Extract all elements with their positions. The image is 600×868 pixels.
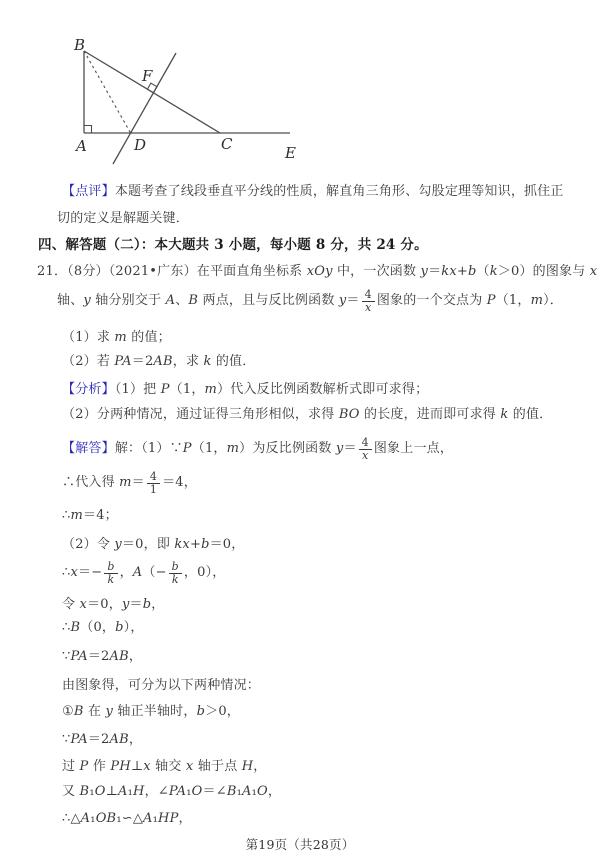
solution-step: 过 P 作 PH⊥x 轴交 x 轴于点 H， xyxy=(62,759,267,774)
solution-line-2-post: ＝4， xyxy=(162,475,197,490)
solution-line-5-pre: ∴x＝− xyxy=(62,565,103,580)
fraction-denominator: k xyxy=(171,572,179,586)
solution-step-case-1: ①B 在 y 轴正半轴时，b＞0， xyxy=(62,704,240,719)
fraction-4-over-x xyxy=(362,289,375,314)
problem-line-1: 21．（8分）（2021•广东）在平面直角坐标系 xOy 中，一次函数 y＝kx+b（k＞0）的图象与 x xyxy=(37,264,598,279)
solution-line-5-post: ，0）， xyxy=(183,565,226,580)
figure-label-B: B xyxy=(74,36,86,54)
fraction-b-over-k xyxy=(169,561,182,586)
fraction-4-over-x xyxy=(359,437,372,462)
page-number-footer: 第19页（共28页） xyxy=(245,837,355,852)
analysis-line-2: （2）分两种情况，通过证得三角形相似，求得 BO 的长度，进而即可求得 k 的值． xyxy=(62,407,553,422)
segment-BD-dashed xyxy=(84,51,131,133)
solution-step: ∴B（0，b）， xyxy=(62,620,144,635)
solution-line-5-mid: ，A（− xyxy=(119,565,167,580)
figure-label-C: C xyxy=(221,135,233,153)
solution-line-5 xyxy=(62,560,226,586)
fraction-numerator: 4 xyxy=(147,471,160,484)
analysis-label: 【分析】 xyxy=(62,382,115,397)
analysis-line-1 xyxy=(62,381,428,399)
solution-line-1-pre: 解：（1）∵P（1，m）为反比例函数 y＝ xyxy=(114,441,357,456)
fraction-4-over-1 xyxy=(147,471,160,496)
solution-line-2-pre: ∴代入得 m＝ xyxy=(62,475,145,490)
solution-step: ∵PA＝2AB， xyxy=(62,649,143,664)
fraction-denominator: k xyxy=(107,572,115,586)
solution-step: 又 B₁O⊥A₁H，∠PA₁O＝∠B₁A₁O， xyxy=(62,784,282,799)
comment-label: 【点评】 xyxy=(62,184,115,199)
solution-step: ∴△A₁OB₁∽△A₁HP， xyxy=(62,811,192,826)
right-angle-mark-A xyxy=(84,126,92,134)
analysis-text-1: （1）把 P（1，m）代入反比例函数解析式即可求得； xyxy=(114,382,429,397)
solution-label: 【解答】 xyxy=(62,441,115,456)
section-header: 四、解答题（二）：本大题共 3 小题，每小题 8 分，共 24 分。 xyxy=(38,237,428,253)
problem-question-2: （2）若 PA＝2AB，求 k 的值． xyxy=(62,354,256,369)
solution-line-1 xyxy=(62,436,453,462)
comment-line-2: 切的定义是解题关键． xyxy=(57,211,190,226)
solution-line-1-post: 图象上一点， xyxy=(373,441,454,456)
fraction-denominator: 1 xyxy=(149,482,158,496)
problem-line-2-post: 图象的一个交点为 P（1，m）． xyxy=(376,293,564,308)
solution-step: ∵PA＝2AB， xyxy=(62,732,143,747)
figure-label-D: D xyxy=(134,136,147,154)
solution-step: 由图象得，可分为以下两种情况： xyxy=(62,678,261,693)
geometry-figure xyxy=(58,20,308,175)
figure-label-E: E xyxy=(285,144,296,162)
fraction-numerator: b xyxy=(169,561,182,574)
problem-line-2 xyxy=(57,288,563,314)
problem-question-1: （1）求 m 的值； xyxy=(62,330,171,345)
comment-line-1 xyxy=(62,183,564,201)
figure-label-A: A xyxy=(76,137,87,155)
solution-step: ∴m＝4； xyxy=(62,508,118,523)
fraction-b-over-k xyxy=(104,561,117,586)
comment-text-1: 本题考查了线段垂直平分线的性质，解直角三角形、勾股定理等知识，抓住正 xyxy=(114,184,564,199)
solution-step: 令 x＝0，y＝b， xyxy=(62,597,165,612)
fraction-denominator: x xyxy=(362,448,369,462)
fraction-numerator: b xyxy=(104,561,117,574)
solution-line-2 xyxy=(62,470,197,496)
figure-label-F: F xyxy=(142,67,153,85)
solution-step: （2）令 y＝0，即 kx+b＝0， xyxy=(62,537,245,552)
fraction-denominator: x xyxy=(365,300,372,314)
fraction-numerator: 4 xyxy=(362,289,375,302)
problem-line-2-pre: 轴、y 轴分别交于 A、B 两点，且与反比例函数 y＝ xyxy=(57,293,360,308)
fraction-numerator: 4 xyxy=(359,437,372,450)
